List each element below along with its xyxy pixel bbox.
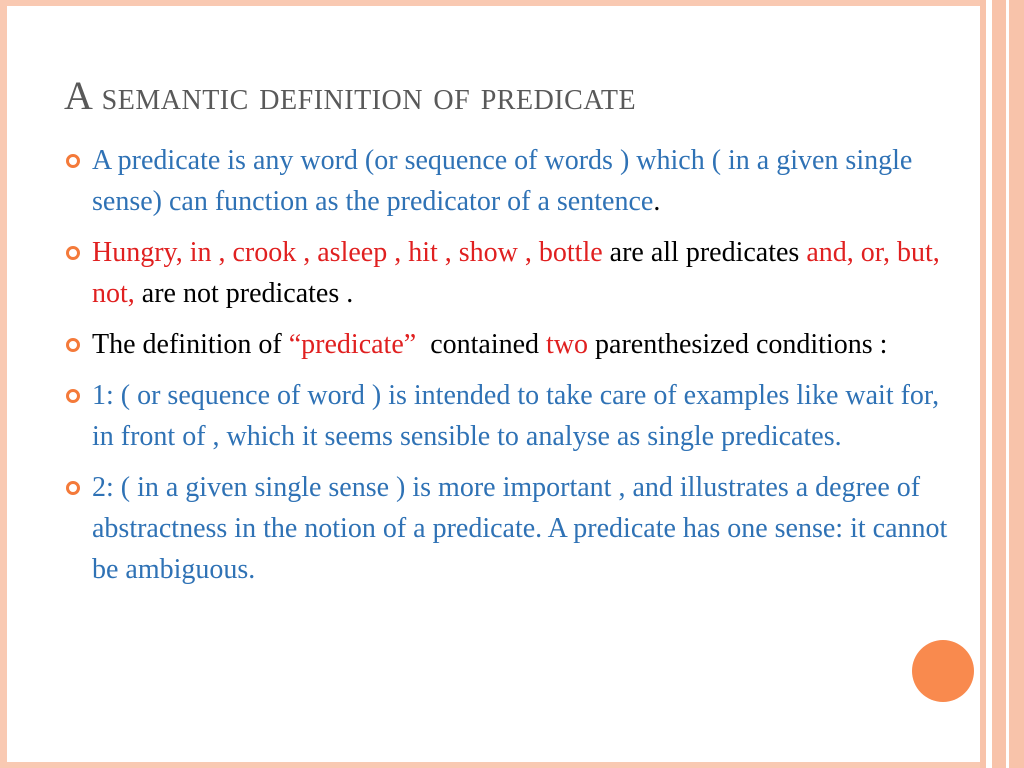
- bullet-text: Hungry, in , crook , asleep , hit , show , bottle: [92, 237, 603, 268]
- bullet-item-1: [64, 140, 954, 222]
- bottom-border: [0, 762, 980, 768]
- bullet-text: A predicate is any word (or sequence of words ) which ( in a given single sense) can function as the predicator of a sentence: [92, 145, 913, 217]
- bullet-text: 1: ( or sequence of word ) is intended to take care of examples like wait for, in front of , which it seems sensible to analyse as single predicates.: [92, 380, 940, 452]
- bullet-item-4: [64, 375, 954, 457]
- left-border: [0, 0, 7, 768]
- bullet-text: are not predicates .: [134, 278, 354, 309]
- decorative-orange-circle: [912, 640, 974, 702]
- stripe: [992, 0, 1006, 768]
- bullet-list: [64, 140, 954, 600]
- bullet-text: The definition of: [92, 329, 289, 360]
- top-border: [0, 0, 980, 6]
- bullet-text: are all predicates: [602, 237, 807, 268]
- bullet-circle-icon: [66, 389, 80, 403]
- bullet-circle-icon: [66, 246, 80, 260]
- bullet-circle-icon: [66, 481, 80, 495]
- bullet-text: 2: ( in a given single sense ) is more important , and illustrates a degree of abstractness in the notion of a predicate. A predicate has one sense: it cannot be ambiguous.: [92, 472, 948, 585]
- bullet-circle-icon: [66, 154, 80, 168]
- right-stripes: [980, 0, 1024, 768]
- bullet-text: two: [546, 329, 589, 360]
- bullet-item-3: [64, 324, 954, 365]
- slide-title: A semantic definition of predicate: [64, 73, 637, 118]
- bullet-text: contained: [416, 329, 547, 360]
- bullet-text: and, or, but, not,: [92, 237, 940, 309]
- bullet-text: parenthesized conditions :: [588, 329, 888, 360]
- bullet-item-2: [64, 232, 954, 314]
- bullet-text: .: [653, 186, 661, 217]
- bullet-text: “predicate”: [288, 329, 417, 360]
- bullet-circle-icon: [66, 338, 80, 352]
- stripe: [1009, 0, 1024, 768]
- bullet-item-5: [64, 467, 954, 590]
